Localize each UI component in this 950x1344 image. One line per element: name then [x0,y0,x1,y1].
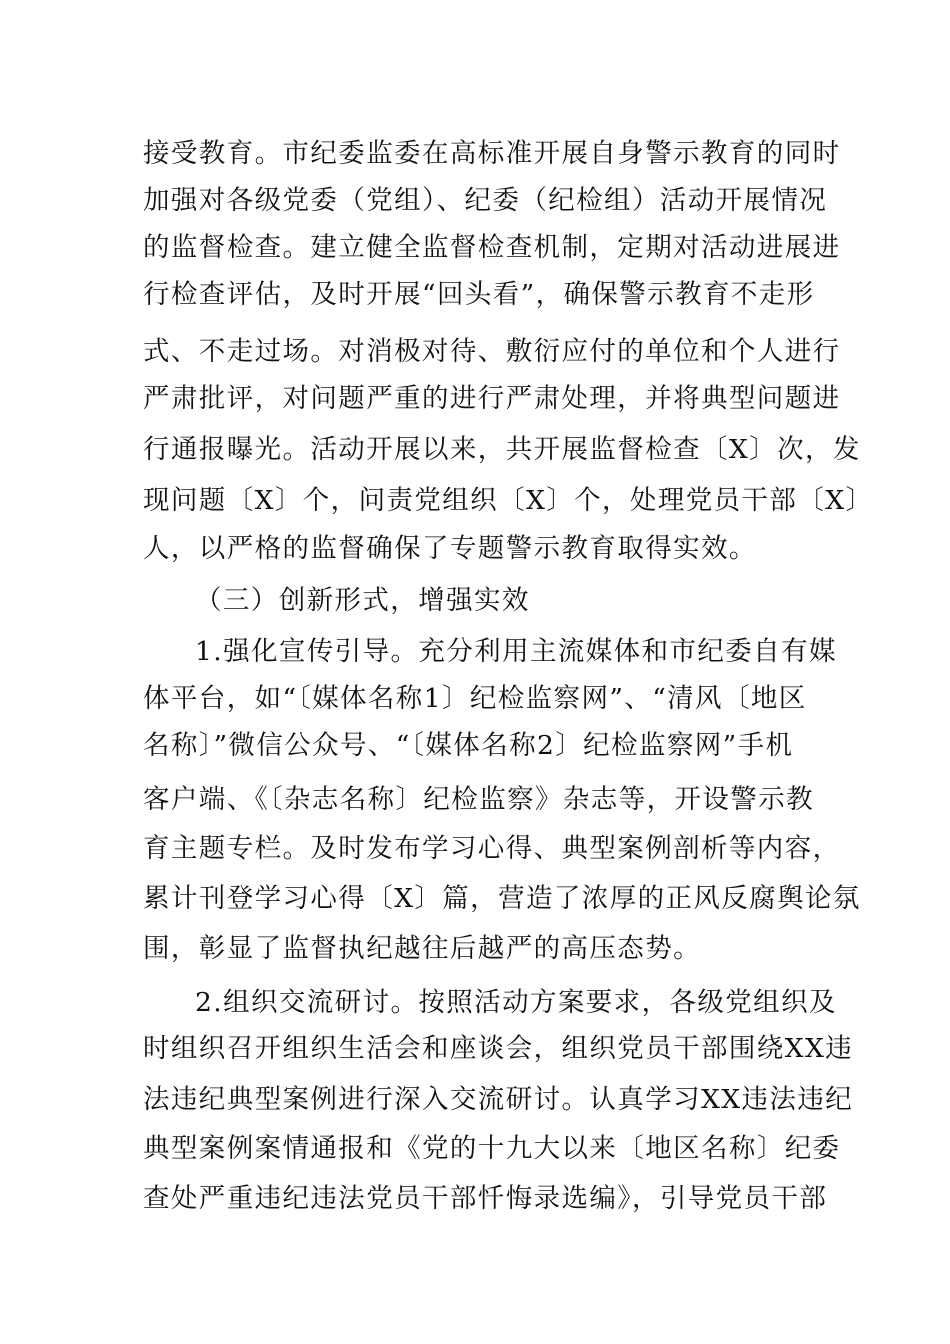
paragraph-2-line-5: 育主题专栏。及时发布学习心得、典型案例剖析等内容， [143,833,841,864]
paragraph-1-line-6: 严肃批评，对问题严重的进行严肃处理，并将典型问题进 [143,383,841,414]
paragraph-1-line-5: 式、不走过场。对消极对待、敷衍应付的单位和个人进行 [143,336,841,367]
paragraph-1-line-1: 接受教育。市纪委监委在高标准开展自身警示教育的同时 [143,138,841,169]
paragraph-3-line-2: 时组织召开组织生活会和座谈会，组织党员干部围绕XX违 [143,1033,854,1064]
paragraph-3-line-3: 法违纪典型案例进行深入交流研讨。认真学习XX违法违纪 [143,1084,854,1115]
paragraph-1-line-9: 人，以严格的监督确保了专题警示教育取得实效。 [143,533,757,564]
paragraph-2-line-3: 名称〕”微信公众号、“〔媒体名称2〕纪检监察网”手机 [143,730,794,761]
paragraph-1-line-4: 行检查评估，及时开展“回头看”，确保警示教育不走形 [143,279,815,310]
paragraph-2-line-1: 1.强化宣传引导。充分利用主流媒体和市纪委自有媒 [195,636,837,667]
paragraph-3-line-1: 2.组织交流研讨。按照活动方案要求，各级党组织及 [195,987,837,1018]
paragraph-2-line-6: 累计刊登学习心得〔X〕篇，营造了浓厚的正风反腐舆论氛 [143,883,861,914]
section-heading: （三）创新形式，增强实效 [195,585,530,616]
paragraph-3-line-4: 典型案例案情通报和《党的十九大以来〔地区名称〕纪委 [143,1133,841,1164]
paragraph-2-line-2: 体平台，如“〔媒体名称1〕纪检监察网”、“清风〔地区 [143,683,807,714]
paragraph-2-line-4: 客户端、《〔杂志名称〕纪检监察》杂志等，开设警示教 [143,784,814,815]
paragraph-1-line-2: 加强对各级党委（党组）、纪委（纪检组）活动开展情况 [143,185,828,216]
paragraph-2-line-7: 围，彰显了监督执纪越往后越严的高压态势。 [143,933,701,964]
paragraph-1-line-8: 现问题〔X〕个，问责党组织〔X〕个，处理党员干部〔X〕 [143,485,874,516]
paragraph-1-line-3: 的监督检查。建立健全监督检查机制，定期对活动进展进 [143,232,841,263]
paragraph-1-line-7: 行通报曝光。活动开展以来，共开展监督检查〔X〕次，发 [143,434,861,465]
paragraph-3-line-5: 查处严重违纪违法党员干部忏悔录选编》，引导党员干部 [143,1183,828,1214]
